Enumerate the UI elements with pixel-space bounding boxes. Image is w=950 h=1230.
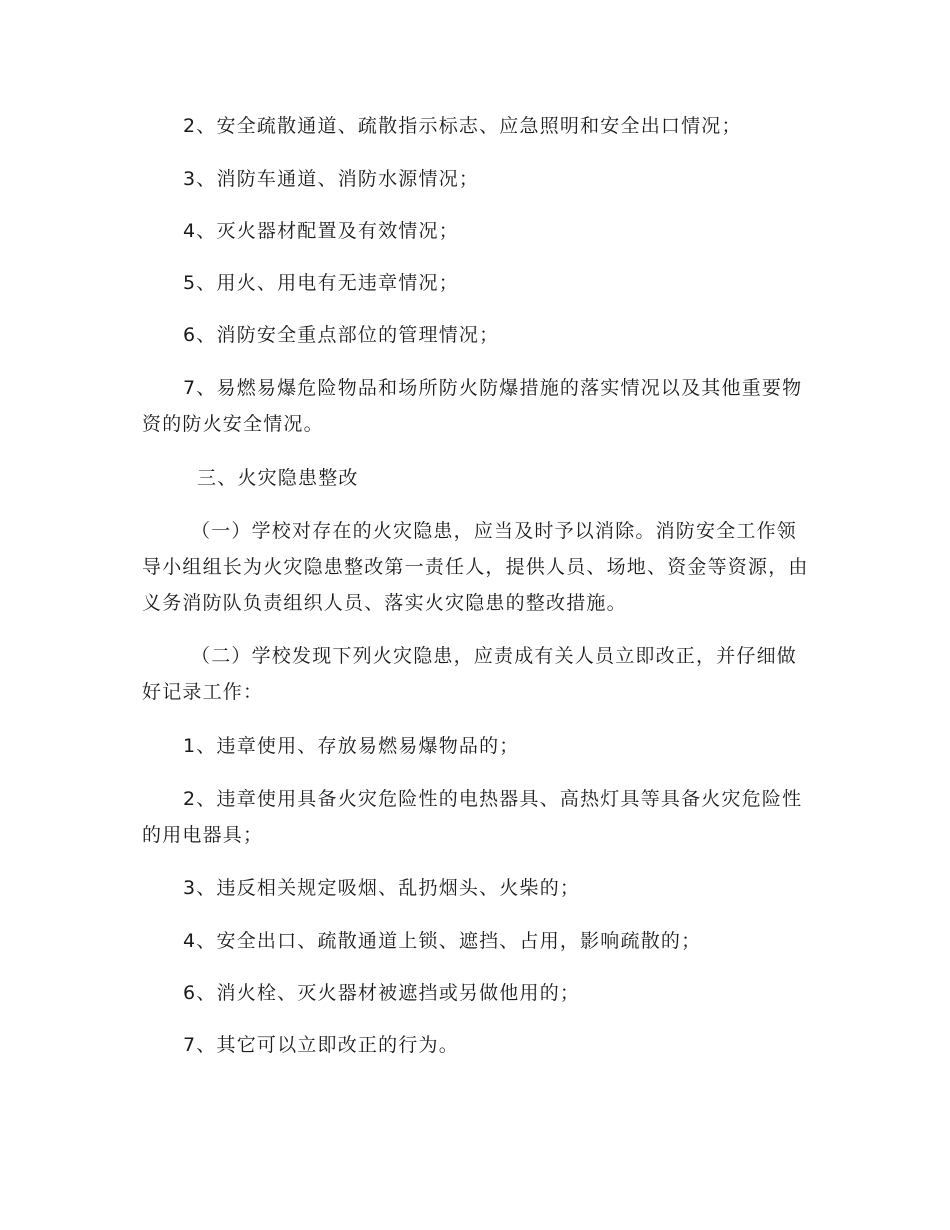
item-6-key-areas: 6、消防安全重点部位的管理情况；	[183, 324, 500, 346]
list-item-3-smoking: 3、违反相关规定吸烟、乱扔烟头、火柴的；	[183, 877, 581, 899]
item-7-hazardous-materials: 7、易燃易爆危险物品和场所防火防爆措施的落实情况以及其他重要物资的防火安全情况。	[142, 377, 803, 435]
clause-2-immediate-correction: （二）学校发现下列火灾隐患，应责成有关人员立即改正，并仔细做好记录工作：	[142, 645, 798, 703]
item-5-fire-electricity: 5、用火、用电有无违章情况；	[183, 272, 459, 294]
item-4-extinguishers: 4、灭火器材配置及有效情况；	[183, 220, 459, 242]
section-heading-hazard-rectification: 三、火灾隐患整改	[197, 467, 359, 489]
item-2-evacuation: 2、安全疏散通道、疏散指示标志、应急照明和安全出口情况；	[183, 115, 742, 137]
clause-1-responsibility: （一）学校对存在的火灾隐患，应当及时予以消除。消防安全工作领导小组组长为火灾隐患整改第一责任人，提供人员、场地、资金等资源，由义务消防队负责组织人员、落实火灾隐患的整改措施。	[142, 520, 809, 614]
item-3-fire-lane: 3、消防车通道、消防水源情况；	[183, 168, 480, 190]
list-item-7-other: 7、其它可以立即改正的行为。	[183, 1034, 459, 1056]
list-item-1-flammables: 1、违章使用、存放易燃易爆物品的；	[183, 735, 520, 757]
list-item-6-hydrants: 6、消火栓、灭火器材被遮挡或另做他用的；	[183, 982, 581, 1004]
list-item-4-exits-blocked: 4、安全出口、疏散通道上锁、遮挡、占用，影响疏散的；	[183, 930, 702, 952]
list-item-2-electric-appliances: 2、违章使用具备火灾危险性的电热器具、高热灯具等具备火灾危险性的用电器具；	[142, 788, 803, 846]
